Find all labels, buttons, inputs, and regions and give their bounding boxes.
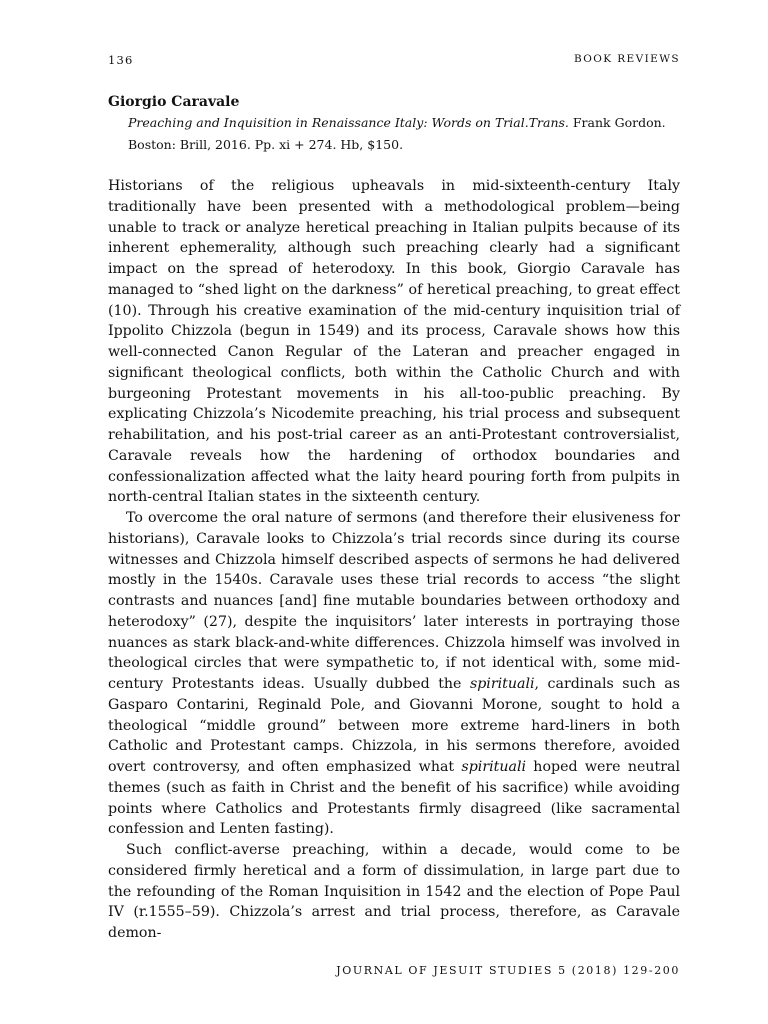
running-head: BOOK REVIEWS <box>573 53 680 65</box>
page-number: 136 <box>108 53 134 67</box>
review-body <box>108 176 680 944</box>
bibliographic-entry <box>128 112 680 156</box>
book-title: Preaching and Inquisition in Renaissance Italy: Words on Trial. <box>128 115 529 130</box>
publication-details: Frank Gordon. Boston: Brill, 2016. Pp. xi + 274. Hb, $150. <box>128 115 666 152</box>
page-header <box>108 53 680 69</box>
paragraph-2-part-b: , cardinals such as Gasparo Contarini, Reginald Pole, and Giovanni Morone, sought to hold a theological “middle ground” between more extreme hard-liners in both Catholic and Protestant camps. Chizzola, in his sermons therefore, avoided overt controversy, and often emphasized what <box>108 676 680 775</box>
italic-term-spirituali: spirituali <box>469 676 535 692</box>
paragraph-2 <box>108 508 680 840</box>
paragraph-2-part-a: To overcome the oral nature of sermons (and therefore their elusiveness for historians), Caravale looks to Chizzola’s trial records since during its course witnesses and Chizzola himself described aspects of sermons he had delivered mostly in the 1540s. Caravale uses these trial records to access “the slight contrasts and nuances [and] fine mutable boundaries between orthodoxy and heterodoxy” (27), despite the inquisitors’ later interests in portraying those nuances as stark black-and-white differences. Chizzola himself was involved in theological circles that were sympathetic to, if not identical with, some mid-century Protestants ideas. Usually dubbed the <box>108 510 680 692</box>
italic-term-spirituali-2: spirituali <box>461 759 527 775</box>
paragraph-2-part-c: hoped were neutral themes (such as faith in Christ and the benefit of his sacrifice) while avoiding points where Catholics and Protestants firmly disagreed (like sacramental confession and Lenten fasting). <box>108 759 681 838</box>
book-title-trans: Trans. <box>528 115 569 130</box>
book-citation <box>108 92 680 156</box>
review-author: Giorgio Caravale <box>108 94 240 110</box>
journal-footer: JOURNAL OF JESUIT STUDIES 5 (2018) 129-200 <box>336 964 680 977</box>
paragraph-3: Such conflict-averse preaching, within a decade, would come to be considered firmly heretical and a form of dissimulation, in large part due to the refounding of the Roman Inquisition in 1542 and the election of Pope Paul IV (r.1555–59). Chizzola’s arrest and trial process, therefore, as Caravale demon- <box>108 842 680 941</box>
paragraph-1: Historians of the religious upheavals in mid-sixteenth-century Italy traditionally have been presented with a methodological problem—being unable to track or analyze heretical preaching in Italian pulpits because of its inherent ephemerality, although such preaching clearly had a significant impact on the spread of heterodoxy. In this book, Giorgio Caravale has managed to “shed light on the darkness” of heretical preaching, to great effect (10). Through his creative examination of the mid-century inquisition trial of Ippolito Chizzola (begun in 1549) and its process, Caravale shows how this well-connected Canon Regular of the Lateran and preacher engaged in significant theological conflicts, both within the Catholic Church and with burgeoning Protestant movements in his all-too-public preaching. By explicating Chizzola’s Nicodemite preaching, his trial process and subsequent rehabilitation, and his post-trial career as an anti-Protestant controversialist, Caravale reveals how the hardening of orthodox boundaries and confessionalization affected what the laity heard pouring forth from pulpits in north-central Italian states in the sixteenth century. <box>108 178 680 506</box>
